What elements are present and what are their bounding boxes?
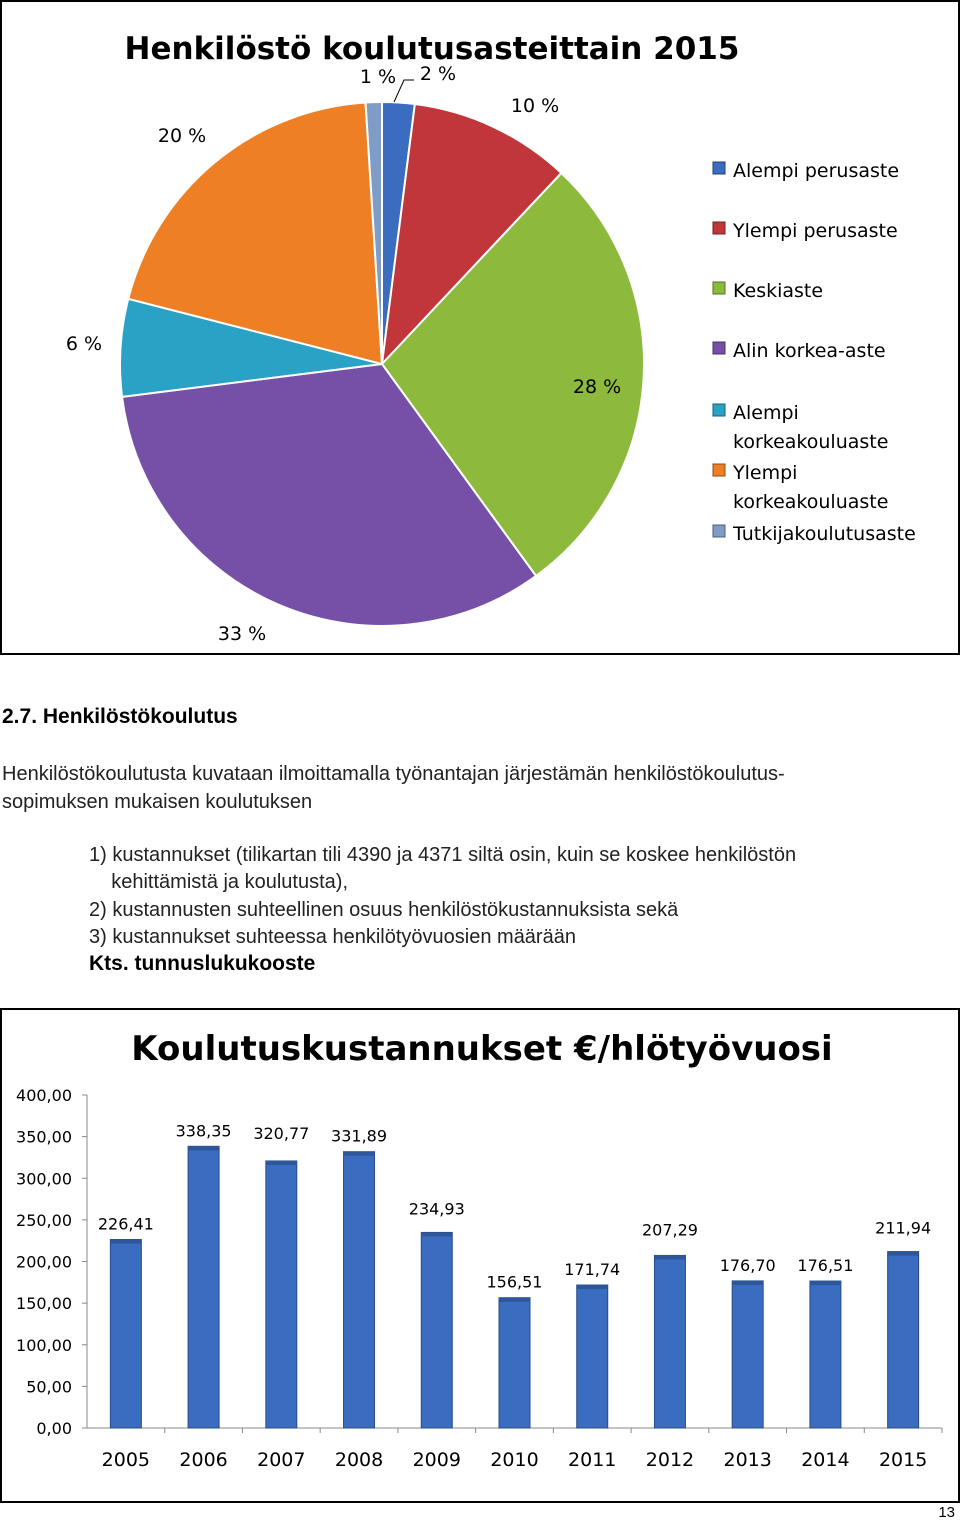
legend-swatch (713, 282, 725, 294)
legend-swatch (713, 404, 725, 416)
list-item: 1) kustannukset (tilikartan tili 4390 ja 4371 siltä osin, kuin se koskee henkilöstön (89, 844, 797, 866)
bar-top (888, 1252, 919, 1256)
pie-chart-title: Henkilöstö koulutusasteittain 2015 (124, 31, 740, 67)
bar-data-label: 171,74 (564, 1260, 621, 1280)
bar (110, 1240, 141, 1428)
pie-chart (2, 2, 958, 653)
legend-label: Tutkijakoulutusaste (733, 523, 916, 545)
bar (810, 1281, 841, 1428)
legend-label: Alempi (733, 402, 799, 424)
bar-top (421, 1232, 452, 1236)
pie-data-label: 33 % (217, 623, 267, 645)
list-item: 2) kustannusten suhteellinen osuus henkilöstökustannuksista sekä (89, 899, 679, 921)
bar-top (188, 1146, 219, 1150)
y-tick-label: 150,00 (16, 1294, 72, 1314)
x-tick-label: 2006 (179, 1449, 228, 1471)
y-tick-label: 0,00 (36, 1419, 72, 1438)
x-tick-label: 2007 (257, 1449, 306, 1471)
pie-chart-frame (0, 0, 960, 655)
bar-top (577, 1285, 608, 1289)
y-tick-label: 250,00 (16, 1210, 72, 1230)
bar-data-label: 176,70 (719, 1255, 776, 1275)
bar (266, 1161, 297, 1428)
legend-swatch (713, 464, 725, 476)
bar-data-label: 234,93 (408, 1199, 465, 1219)
bar-top (344, 1152, 375, 1156)
bar-top (654, 1255, 685, 1259)
bar (577, 1285, 608, 1428)
bar-data-label: 176,51 (797, 1256, 854, 1276)
legend-label: Keskiaste (733, 280, 824, 302)
y-tick-label: 200,00 (16, 1252, 72, 1272)
x-tick-label: 2009 (412, 1449, 461, 1471)
bar-data-label: 331,89 (331, 1126, 388, 1146)
bar-top (266, 1161, 297, 1165)
pie-data-label: 28 % (572, 376, 622, 398)
bar-chart-frame (0, 1008, 960, 1503)
section-heading: 2.7. Henkilöstökoulutus (2, 705, 238, 728)
paragraph-line: sopimuksen mukaisen koulutuksen (2, 791, 313, 813)
bar-top (732, 1281, 763, 1285)
legend-swatch (713, 525, 725, 537)
bar-top (810, 1281, 841, 1285)
legend-swatch (713, 222, 725, 234)
legend-label: Alempi perusaste (733, 160, 900, 182)
legend-swatch (713, 342, 725, 354)
bar-data-label: 338,35 (175, 1121, 232, 1141)
list-item: kehittämistä ja koulutusta), (89, 871, 349, 893)
bar (421, 1232, 452, 1428)
legend-swatch (713, 162, 725, 174)
legend-label: Alin korkea-aste (733, 340, 886, 362)
x-tick-label: 2014 (801, 1449, 850, 1471)
bar-data-label: 211,94 (875, 1218, 932, 1238)
list-item: 3) kustannukset suhteessa henkilötyövuosien määrään (89, 926, 576, 948)
legend-label: korkeakouluaste (733, 431, 889, 453)
pie-data-label: 20 % (157, 125, 207, 147)
bar (344, 1152, 375, 1428)
bar (888, 1252, 919, 1428)
x-tick-label: 2015 (878, 1449, 928, 1471)
y-tick-label: 300,00 (16, 1169, 72, 1189)
bar-chart-title: Koulutuskustannukset €/hlötyövuosi (131, 1029, 833, 1069)
x-tick-label: 2010 (490, 1449, 539, 1471)
bar-top (499, 1298, 530, 1302)
x-tick-label: 2013 (723, 1449, 772, 1471)
pie-data-label: 10 % (510, 95, 560, 117)
bar-data-label: 156,51 (486, 1272, 543, 1292)
bar (499, 1298, 530, 1428)
pie-data-label: 2 % (419, 63, 457, 85)
section-paragraph (2, 760, 957, 816)
bar-chart (2, 1010, 958, 1501)
leader-line (394, 80, 414, 102)
page-number: 13 (938, 1504, 955, 1521)
bar (654, 1255, 685, 1428)
legend-label: Ylempi (733, 462, 798, 484)
paragraph-line: Henkilöstökoulutusta kuvataan ilmoittamalla työnantajan järjestämän henkilöstökoulutus- (2, 763, 785, 785)
bar (188, 1146, 219, 1428)
bar-data-label: 207,29 (641, 1220, 698, 1240)
bar-data-label: 320,77 (253, 1123, 310, 1143)
y-tick-label: 350,00 (16, 1127, 72, 1147)
legend-label: korkeakouluaste (733, 491, 889, 513)
legend-label: Ylempi perusaste (733, 220, 898, 242)
section-note: Kts. tunnuslukukooste (89, 952, 316, 975)
bar-top (110, 1240, 141, 1244)
y-tick-label: 400,00 (16, 1086, 72, 1105)
bar (732, 1281, 763, 1428)
x-tick-label: 2011 (568, 1449, 617, 1471)
y-tick-label: 100,00 (16, 1335, 72, 1355)
x-tick-label: 2008 (334, 1449, 384, 1471)
bar-data-label: 226,41 (97, 1214, 154, 1234)
x-tick-label: 2005 (101, 1449, 151, 1471)
y-tick-label: 50,00 (26, 1377, 72, 1397)
pie-data-label: 6 % (65, 333, 103, 355)
pie-data-label: 1 % (359, 66, 397, 88)
x-tick-label: 2012 (645, 1449, 695, 1471)
